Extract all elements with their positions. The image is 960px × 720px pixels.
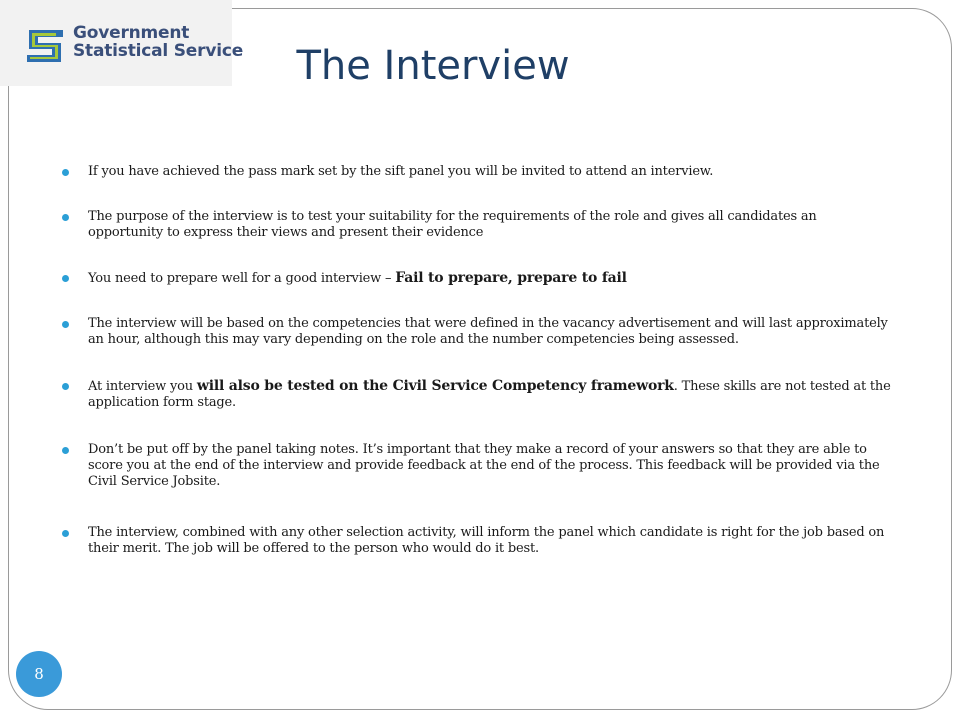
bullet-dot-icon: [62, 447, 69, 454]
bullet-dot-icon: [62, 530, 69, 537]
logo-line-2: Statistical Service: [73, 41, 244, 61]
bullet-dot-icon: [62, 383, 69, 390]
bullet-item: [60, 164, 895, 180]
bullet-item: [60, 525, 895, 557]
bullet-dot-icon: [62, 321, 69, 328]
bullet-dot-icon: [62, 169, 69, 176]
bullet-item: [60, 316, 895, 348]
bullet-list: [60, 164, 895, 557]
bullet-item: [60, 378, 895, 411]
page-title: The Interview: [296, 43, 570, 89]
bullet-text: The interview will be based on the competencies that were defined in the vacancy advertisement and will last approximately an hour, although this may vary depending on the role and the number competencies being assessed.: [88, 316, 888, 347]
bullet-text-bold: Fail to prepare, prepare to fail: [395, 270, 627, 286]
bullet-text: The interview, combined with any other selection activity, will inform the panel which candidate is right for the job based on their merit. The job will be offered to the person who would do it best.: [88, 525, 885, 556]
bullet-item: [60, 442, 895, 490]
bullet-text: Don’t be put off by the panel taking notes. It’s important that they make a record of your answers so that they are able to score you at the end of the interview and provide feedback at the end of the process. This feedback will be provided via the Civil Service Jobsite.: [88, 442, 880, 489]
bullet-text: If you have achieved the pass mark set by the sift panel you will be invited to attend an interview.: [88, 164, 714, 179]
bullet-item: [60, 209, 895, 241]
page-number: 8: [34, 665, 44, 683]
bullet-dot-icon: [62, 275, 69, 282]
bullet-text-after: . These skills are not tested at the application form stage.: [88, 379, 891, 410]
bullet-item: [60, 270, 895, 287]
page-number-badge: [16, 651, 62, 697]
bullet-text-before: You need to prepare well for a good interview –: [88, 271, 396, 286]
bullet-text: The purpose of the interview is to test your suitability for the requirements of the role and gives all candidates an opportunity to express their views and present their evidence: [88, 209, 817, 240]
bullet-dot-icon: [62, 214, 69, 221]
bullet-text-before: At interview you: [88, 379, 197, 394]
bullet-text-bold: will also be tested on the Civil Service Competency framework: [196, 378, 674, 394]
logo-line-1: Government: [73, 23, 190, 43]
